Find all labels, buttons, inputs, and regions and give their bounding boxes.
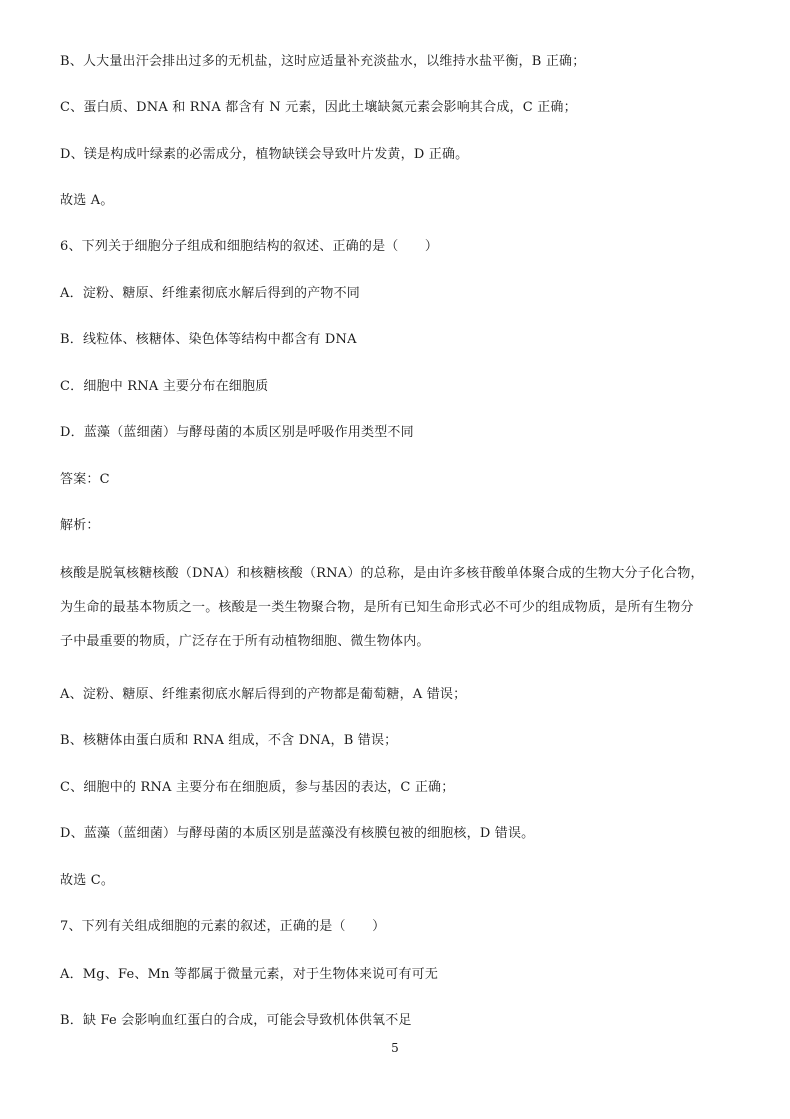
- text-line: A、淀粉、糖原、纤维素彻底水解后得到的产物都是葡萄糖，A 错误；: [60, 687, 467, 702]
- option-c: C．细胞中 RNA 主要分布在细胞质: [60, 379, 269, 394]
- text-line: 为生命的最基本物质之一。核酸是一类生物聚合物，是所有已知生命形式必不可少的组成物质，是所有生物分: [60, 600, 694, 615]
- option-d: D．蓝藻（蓝细菌）与酵母菌的本质区别是呼吸作用类型不同: [60, 425, 414, 440]
- option-a: A．淀粉、糖原、纤维素彻底水解后得到的产物不同: [60, 286, 360, 301]
- text-line: 故选 C。: [60, 873, 115, 888]
- text-line: B、人大量出汗会排出过多的无机盐，这时应适量补充淡盐水，以维持水盐平衡，B 正确；: [60, 54, 586, 69]
- page-number: 5: [391, 1041, 399, 1055]
- text-line: C、蛋白质、DNA 和 RNA 都含有 N 元素，因此土壤缺氮元素会影响其合成，C 正确；: [60, 100, 577, 115]
- text-line: 故选 A。: [60, 193, 114, 208]
- option-b: B．线粒体、核糖体、染色体等结构中都含有 DNA: [60, 332, 357, 347]
- text-line: C、细胞中的 RNA 主要分布在细胞质，参与基因的表达，C 正确；: [60, 780, 455, 795]
- question-stem: 7、下列有关组成细胞的元素的叙述，正确的是（ ）: [60, 919, 386, 934]
- option-a: A．Mg、Fe、Mn 等都属于微量元素，对于生物体来说可有可无: [60, 967, 439, 982]
- question-stem: 6、下列关于细胞分子组成和细胞结构的叙述、正确的是（ ）: [60, 239, 439, 254]
- text-line: D、镁是构成叶绿素的必需成分，植物缺镁会导致叶片发黄，D 正确。: [60, 147, 469, 162]
- analysis-heading: 解析：: [60, 518, 100, 533]
- answer-line: 答案：C: [60, 472, 110, 487]
- option-b: B．缺 Fe 会影响血红蛋白的合成，可能会导致机体供氧不足: [60, 1013, 412, 1028]
- text-line: B、核糖体由蛋白质和 RNA 组成，不含 DNA，B 错误；: [60, 733, 398, 748]
- text-line: 核酸是脱氧核糖核酸（DNA）和核糖核酸（RNA）的总称，是由许多核苷酸单体聚合成的生物大分子化合物，: [60, 566, 704, 581]
- text-line: D、蓝藻（蓝细菌）与酵母菌的本质区别是蓝藻没有核膜包被的细胞核，D 错误。: [60, 826, 535, 841]
- text-line: 子中最重要的物质，广泛存在于所有动植物细胞、微生物体内。: [60, 634, 430, 649]
